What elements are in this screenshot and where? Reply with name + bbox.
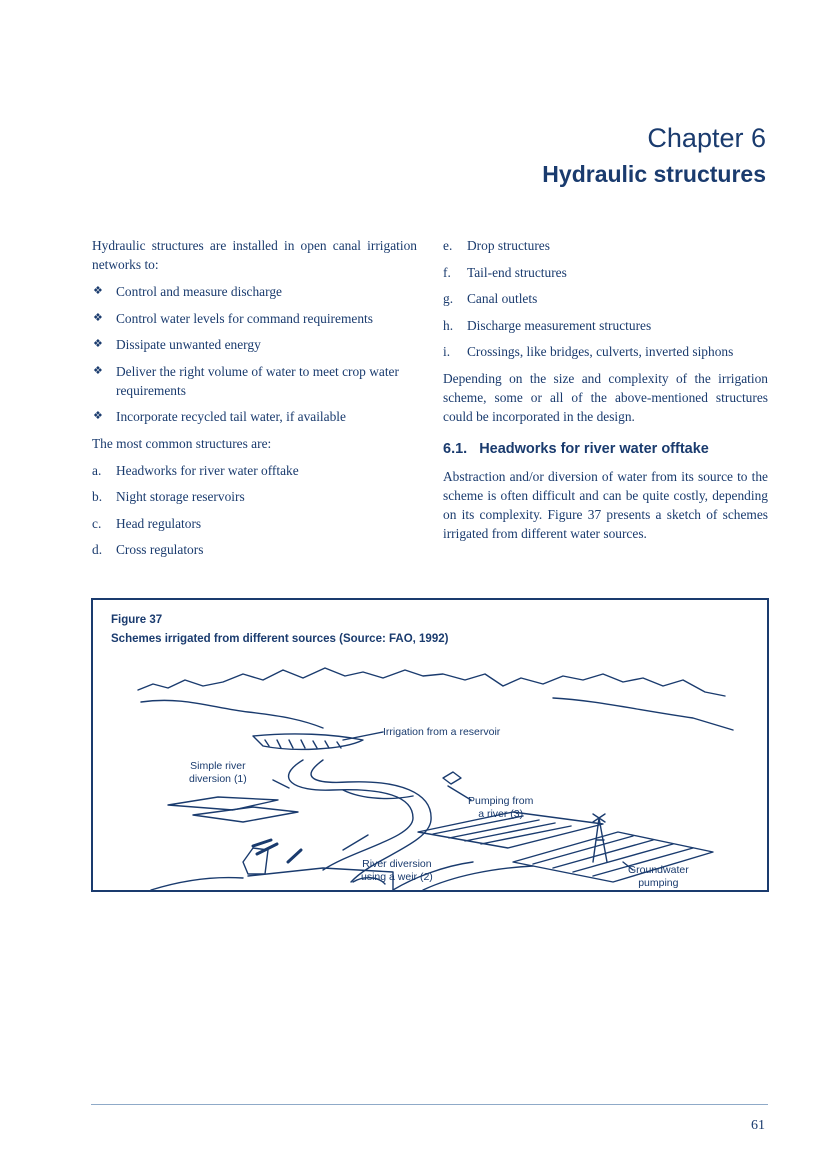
left-column	[92, 236, 417, 567]
purpose-list	[92, 282, 417, 426]
list-item: d. Cross regulators	[92, 542, 204, 557]
figure-label: Figure 37	[111, 614, 163, 626]
section-heading	[443, 440, 768, 459]
label-groundwater: Groundwater pumping	[628, 864, 689, 889]
diamond-bullet-icon: ❖	[93, 285, 103, 297]
label-simple-river: Simple river diversion (1)	[189, 760, 247, 785]
list-item: g. Canal outlets	[443, 291, 538, 306]
structures-list-left	[92, 461, 417, 560]
list-item: b. Night storage reservoirs	[92, 489, 245, 504]
design-paragraph: Depending on the size and complexity of the irrigation scheme, some or all of the above-mentioned structures could be incorporated in the design.	[443, 370, 768, 424]
common-structures-intro: The most common structures are:	[92, 435, 272, 451]
list-item: ❖ Incorporate recycled tail water, if available	[93, 409, 346, 424]
list-item: ❖ Control water levels for command requirements	[93, 310, 373, 326]
list-item: e. Drop structures	[443, 238, 550, 253]
list-item: c. Head regulators	[92, 515, 202, 531]
chapter-number: Chapter 6	[647, 123, 766, 153]
label-pumping: Pumping from a river (3)	[468, 795, 534, 820]
label-weir: River diversion using a weir (2)	[361, 858, 433, 883]
section-title: Headworks for river water offtake	[479, 440, 709, 457]
list-item: h. Discharge measurement structures	[443, 317, 652, 333]
label-reservoir: Irrigation from a reservoir	[383, 726, 501, 738]
diamond-bullet-icon: ❖	[93, 410, 103, 422]
footer-rule	[91, 1104, 768, 1105]
diamond-bullet-icon: ❖	[93, 311, 103, 324]
list-item: ❖ Dissipate unwanted energy	[93, 337, 261, 352]
list-item: a. Headworks for river water offtake	[92, 462, 299, 478]
right-column	[443, 236, 768, 551]
section-paragraph: Abstraction and/or diversion of water from its source to the scheme is often difficult and can be quite costly, depending on its complexity. Figure 37 presents a sketch of schemes irrigated from different water sources.	[443, 468, 768, 541]
figure-37	[91, 598, 769, 892]
list-item: f. Tail-end structures	[443, 264, 567, 280]
chapter-header	[542, 120, 766, 190]
intro-paragraph: Hydraulic structures are installed in open canal irrigation networks to:	[92, 238, 417, 272]
list-item: ❖ Deliver the right volume of water to meet crop water requirements	[93, 363, 399, 398]
diamond-bullet-icon: ❖	[93, 338, 103, 350]
page-number: 61	[751, 1118, 765, 1133]
structures-list-right	[443, 236, 768, 361]
chapter-title: Hydraulic structures	[542, 161, 766, 187]
figure-caption: Schemes irrigated from different sources (Source: FAO, 1992)	[111, 633, 449, 645]
section-number: 6.1.	[443, 440, 468, 457]
diamond-bullet-icon: ❖	[93, 364, 103, 377]
list-item: i. Crossings, like bridges, culverts, inverted siphons	[443, 344, 734, 359]
list-item: ❖ Control and measure discharge	[93, 284, 282, 299]
